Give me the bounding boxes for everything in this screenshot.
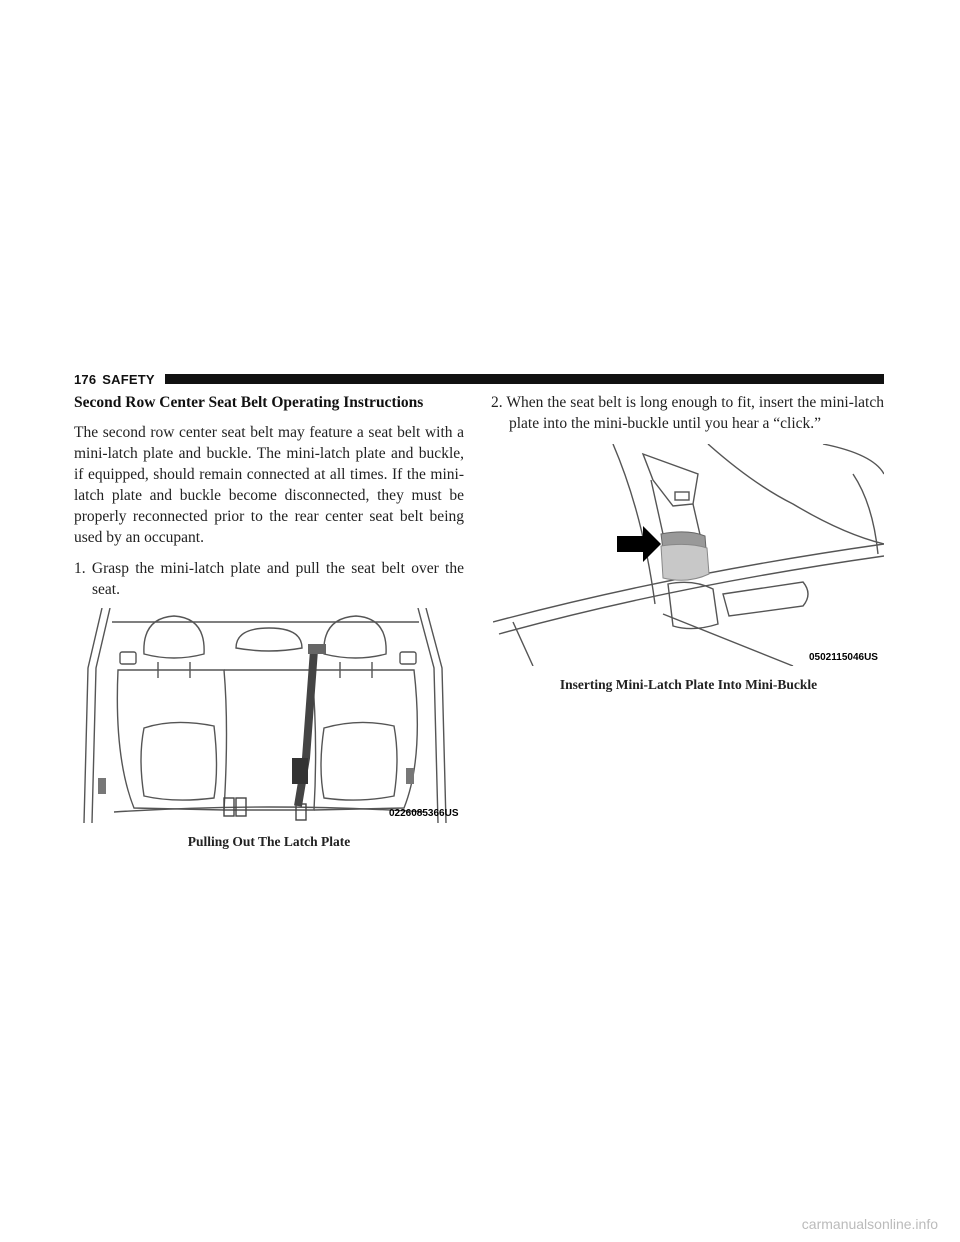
intro-paragraph: The second row center seat belt may feature a seat belt with a mini-latch plate and buckle. The mini-latch plate and buckle, if equipped, should remain connected at all times. If the mini-latch plate and buckle become disconnected, they must be properly reconnected prior to the rear center seat belt being used by an occupant. (74, 424, 464, 546)
left-column (74, 392, 464, 850)
page-header (74, 372, 884, 386)
section-name: SAFETY (102, 371, 155, 387)
step-1: 1. Grasp the mini-latch plate and pull the seat belt over the seat. (74, 560, 464, 598)
mini-buckle-illustration (493, 444, 884, 666)
figure-code: 0502115046US (809, 652, 878, 663)
step-2: 2. When the seat belt is long enough to fit, insert the mini-latch plate into the mini-buckle until you hear a “click.” (491, 394, 884, 432)
rear-seat-illustration (74, 608, 464, 823)
figure-caption: Pulling Out The Latch Plate (187, 834, 351, 849)
figure-inserting-latch (493, 444, 884, 693)
figure-caption: Inserting Mini-Latch Plate Into Mini-Buckle (559, 677, 818, 692)
section-heading: Second Row Center Seat Belt Operating Instructions (74, 394, 424, 411)
figure-pulling-latch (74, 608, 464, 850)
page-number: 176 (74, 371, 97, 387)
watermark: carmanualsonline.info (801, 1216, 938, 1232)
header-rule (165, 374, 884, 384)
right-column (491, 392, 884, 693)
figure-code: 0226085366US (389, 808, 459, 819)
